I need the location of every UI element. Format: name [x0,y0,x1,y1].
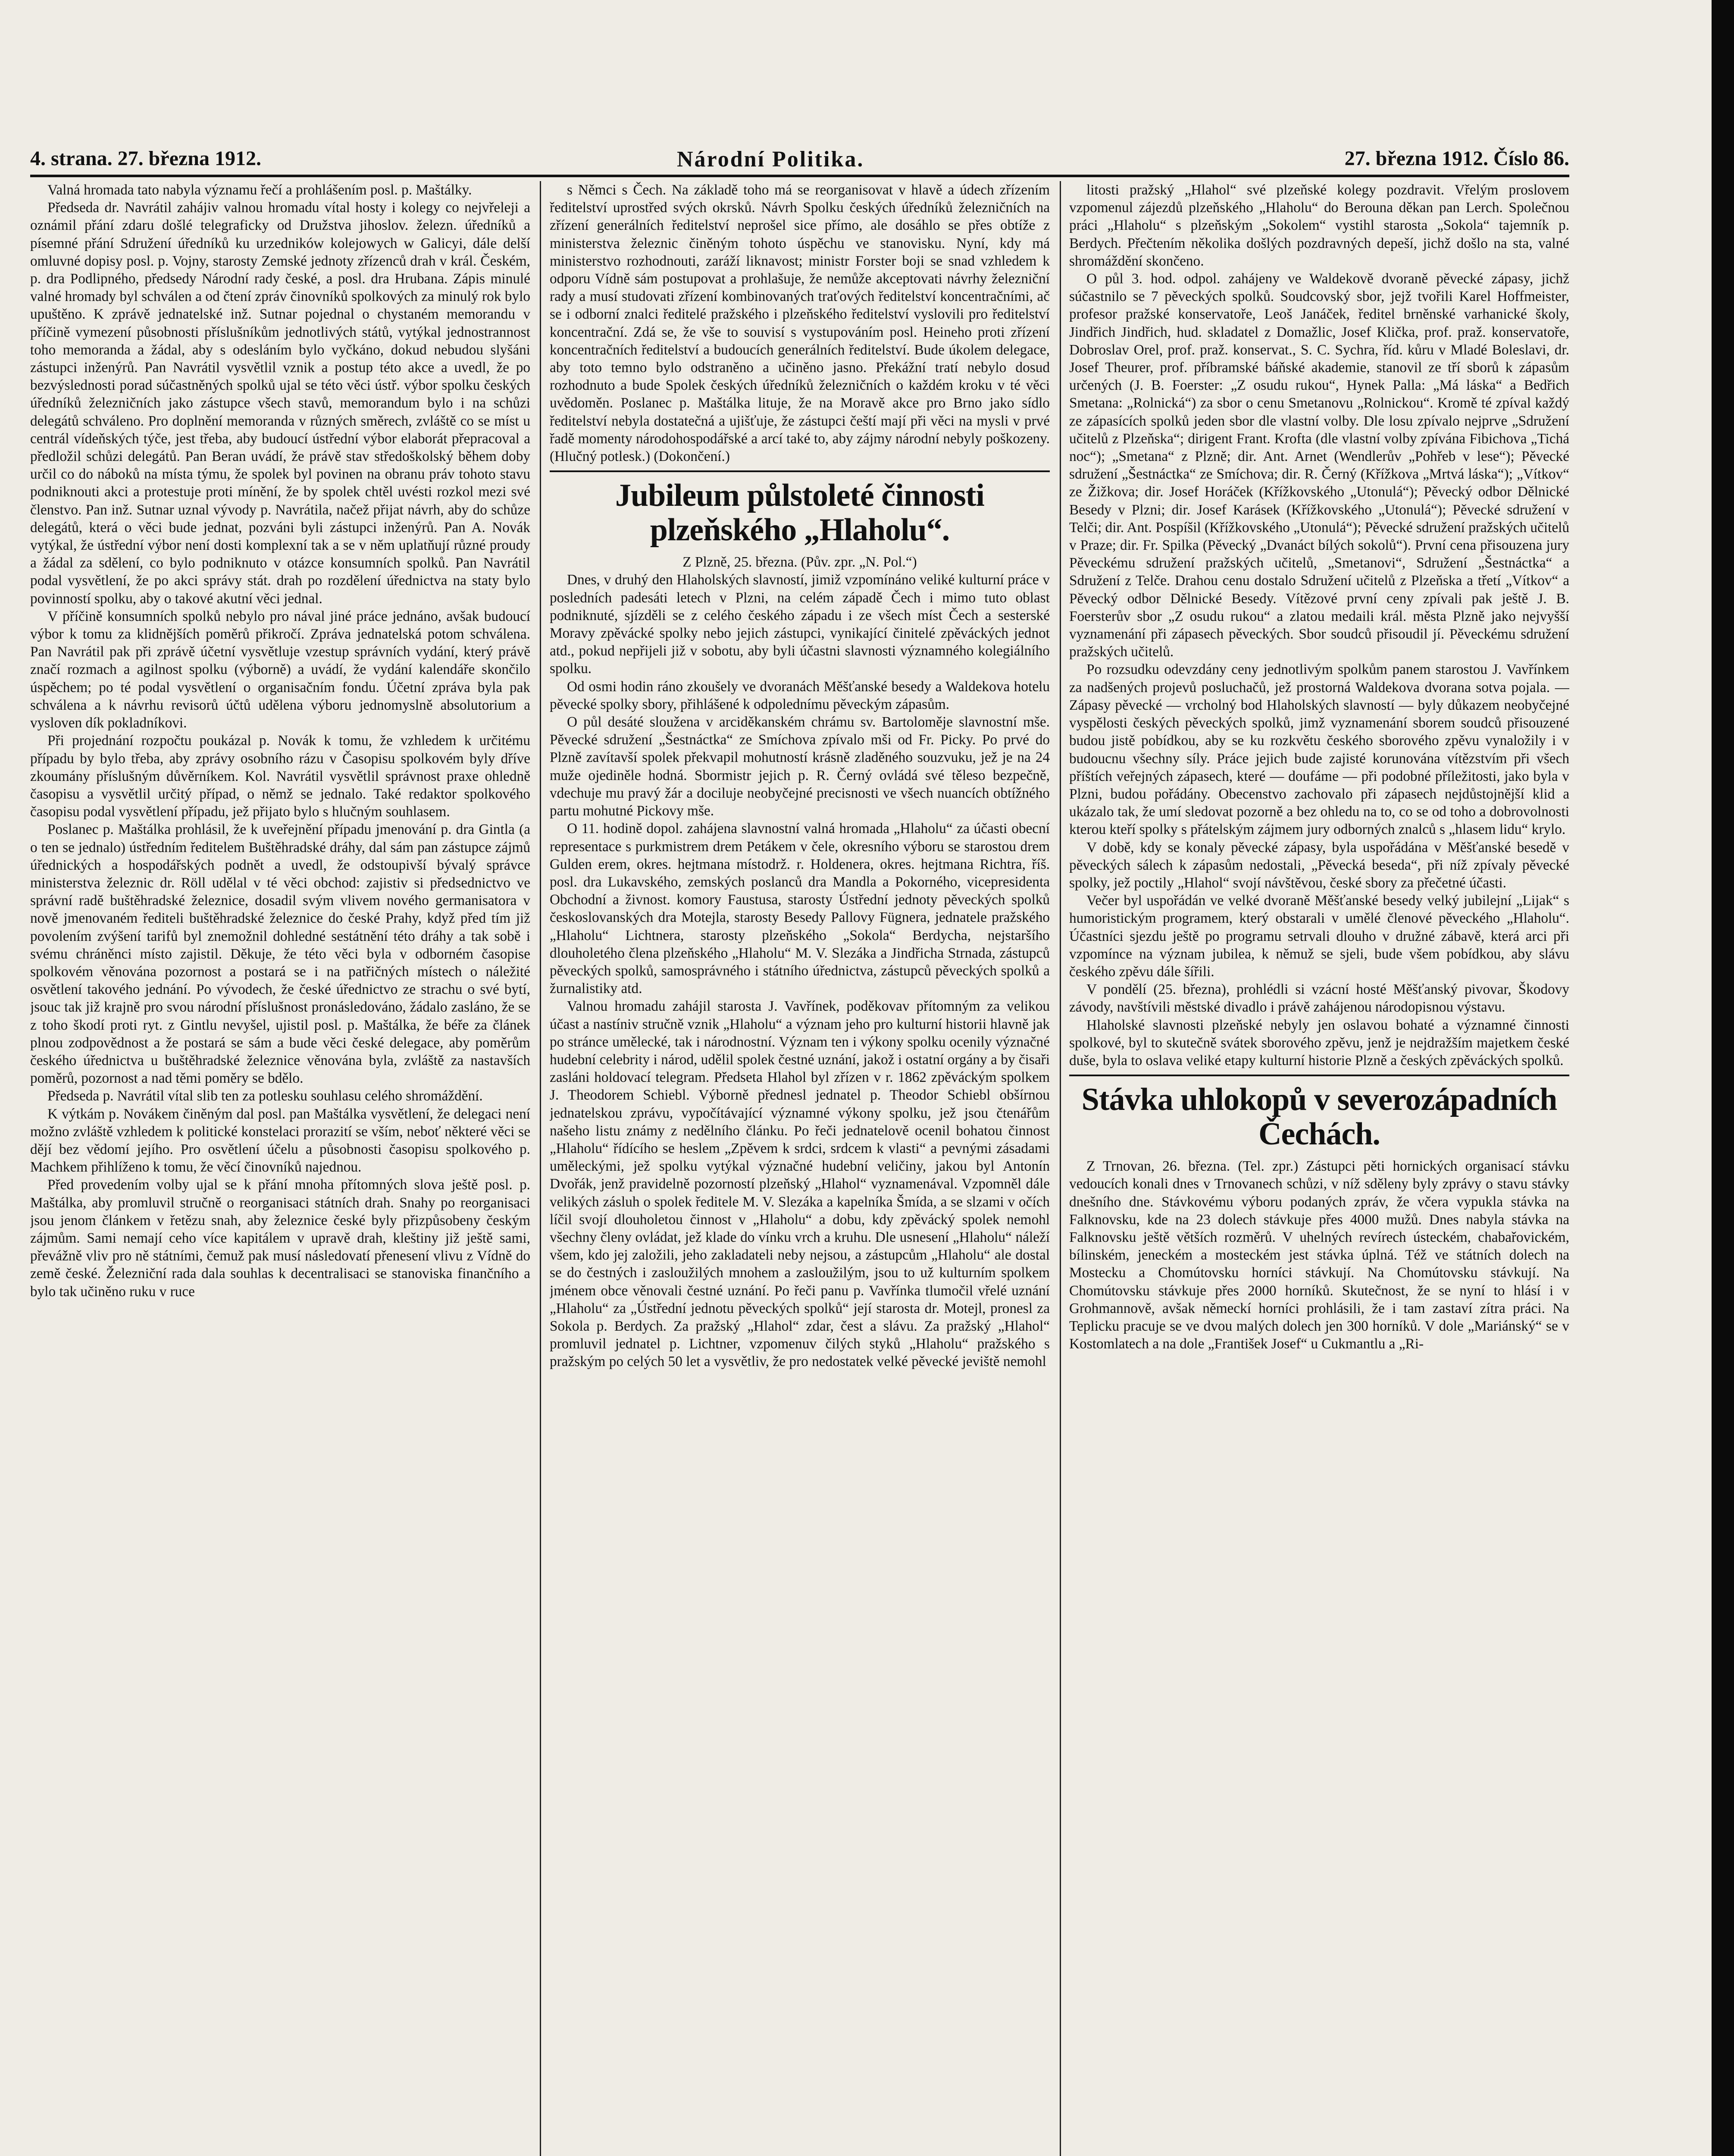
paragraph: V příčině konsumních spolků nebylo pro nával jiné práce jednáno, avšak budoucí výbor k tomu za klidnějších poměrů přikročí. Zpráva jednatelská potom schválena. Pan Navrátil pak při zprávě účetní vysvětluje vzestup správních vydání, který právě značí rozmach a agilnost spolku (výborně) a uvádí, že vydání kalendáře skončilo úspěchem; po té podal vysvětlení o organisačním fondu. Účetní zpráva byla pak schválena a k návrhu revisorů účtů udělena výboru jednomyslně absolutorium a vysloven dík pokladníkovi. [30,608,530,731]
paragraph: Při projednání rozpočtu poukázal p. Novák k tomu, že vzhledem k určitému případu by bylo třeba, aby zprávy osobního rázu v Časopisu spolkovém byly dříve zkoumány příslušným důvěrníkem. Kol. Navrátil vysvětlil správnost praxe ohledně časopisu a vysvětlil určitý případ, o němž se jednalo. Také redaktor spolkového časopisu podal vysvětlení případu, jež přijato bylo s hlučným souhlasem. [30,733,530,820]
paragraph: Předseda p. Navrátil vítal slib ten za potlesku souhlasu celého shromáždění. [47,1088,483,1104]
paragraph: s Němci s Čech. Na základě toho má se reorganisovat v hlavě a údech zřízením ředitelství uprostřed svých okrsků. Návrh Spolku českých úředníků železničních na zřízení generálních ředitelství neprošel sice přímo, ale dosáhlo se přes obtíže z ministerstva železnic činěným tohoto úspěchu ve stanovisku. Nyní, kdy má ministerstvo rozhodnouti, zaráží liknavost; ministr Forster boji se snad vzhledem k odporu Vídně sám postupovat a prohlašuje, že nemůže akceptovati návrhy železniční rady a musí studovati zřízení kombinovaných traťových ředitelství koncentračními, ač se i odborní znalci ředitelé pražského i plzeňského ředitelství vyslovili pro ředitelství koncentrační. Zdá se, že vše to souvisí s vystupováním posl. Heineho proti zřízení koncentračních ředitelství a budoucích generálních ředitelství. Bude úkolem delegace, aby toto temno bylo odstraněno a učiněno jasno. Překážní tratí nebylo dosud rozhodnuto a bude Spolek českých úředníků železničních o každém kroku v té věci uvědoměn. Poslanec p. Maštálka lituje, že na Moravě akce pro Brno jako sídlo ředitelství nebyla dostatečná a ujišťuje, že zástupci čeští mají při věci na mysli v prvé řadě momenty národohospodářské a arcí také to, aby zájmy národní nebyly poškozeny. (Hlučný potlesk.) (Dokončení.) [550,182,1050,465]
header-date-issue: 27. března 1912. Číslo 86. [1344,147,1569,170]
article-dateline: Z Plzně, 25. března. (Pův. zpr. „N. Pol.“) [682,554,917,570]
paragraph: K výtkám p. Novákem činěným dal posl. pan Maštálka vysvětlení, že delegaci není možno zvláště vzhledem k politické konstelaci prorazití se vším, neboť některé věci se dějí bez vědomí jejího. Pro osvětlení účelu a působnosti časopisu spolkového p. Machkem přihlíženo k tomu, že věcí činovníků najednou. [30,1106,530,1175]
paragraph: Po rozsudku odevzdány ceny jednotlivým spolkům panem starostou J. Vavřínkem za nadšených projevů posluchačů, jež prostorná Waldekova dvorana sotva pojala. — Zápasy pěvecké — vrcholný bod Hlaholských slavností — byly důkazem neobyčejné vyspělosti českých pěveckých spolků, jimž vyznamenání sborem soudců přisouzené budou jistě pobídkou, aby se ku rozkvětu českého sborového zpěvu vynaložily i v budoucnu všechny síly. Práce jejich bude zajisté korunována vítězstvím při všech příštích veřejných zápasech, které — doufáme — při podobné příležitosti, jako byla v Plzni, budou pořádány. Obecenstvo zachovalo při zápasech nejdůstojnější klid a ukázalo tak, že umí sledovat pozorně a bez ohledu na to, co se od toho a dobrovolnosti kterou kteří spolky s přátelským zájmem jury odborných znalců s „hlasem lidu“ krylo. [1069,661,1569,838]
article-separator [550,470,1050,472]
paragraph: O půl 3. hod. odpol. zahájeny ve Waldekově dvoraně pěvecké zápasy, jichž súčastnilo se 7 pěveckých spolků. Soudcovský sbor, jejž tvořili Karel Hoffmeister, profesor pražské konservatoře, Leoš Janáček, ředitel brněnské varhanické školy, Jindřich Jindřich, hud. skladatel z Domažlic, Josef Klička, prof. praž. konservatoře, Dobroslav Orel, prof. praž. konservat., S. C. Sychra, říd. kůru v Mladé Boleslavi, dr. Josef Theurer, prof. příbramské báňské akademie, stanovil ze tří sborů k zápasům určených (J. B. Foerster: „Z osudu rukou“, Hynek Palla: „Má láska“ a Bedřich Smetana: „Rolnická“) za sbor o cenu Smetanovu „Rolnickou“. Kromě té zpíval každý ze zápasících spolků jeden sbor dle vlastní volby. Dle losu zpívalo nejprve „Sdružení učitelů z Plzeňska“; dirigent Frant. Krofta (dle vlastní volby zpívána Fibichova „Tichá noc“); „Smetana“ z Plzně; dir. Ant. Arnet (Wendlerův „Pohřeb v lese“); Pěvecké sdružení „Šestnáctka“ ze Smíchova; dir. R. Černý (Křížkova „Mrtvá láska“); „Vítkov“ ze Žižkova; dir. Josef Horáček (Křížkovského „Utonulá“); Pěvecký odbor Dělnické Besedy v Plzni; dir. Josef Karásek (Křížkovského „Utonulá“); Pěvecké sdružení v Telči; dir. Ant. Pospíšil (Křížkovského „Utonulá“); Pěvecké sdružení pražských učitelů v Praze; dir. Fr. Spilka (Pěvecký „Dvanáct bílých sokolů“). První cena přisouzena jury Pěveckému sdružení pražských učitelů, „Smetanovi“, Sdružení „Šestnáctka“ a Sdružení z Telče. Drahou cenu dostalo Sdružení učitelů z Plzeňska a třetí „Vítkov“ a Pěvecký odbor Dělnické Besedy. Vítězové první ceny zpívali pak ještě J. B. Foersterův sbor „Z osudu rukou“ a zlatou medaili král. města Plzně jako nejvyšší vyznamenání při zápasech pěveckých. Sbor soudců přisoudil jí. Pěveckému sdružení pražských učitelů. [1069,271,1569,660]
paragraph: Hlaholské slavnosti plzeňské nebyly jen oslavou bohaté a významné činnosti spolkové, byl to skutečně svátek sborového zpěvu, jenž je nejdražším majetkem české duše, byla to oslava veliké etapy kulturní historie Plzně a českých zpěváckých spolků. [1069,1017,1569,1069]
paragraph: V době, kdy se konaly pěvecké zápasy, byla uspořádána v Měšťanské besedě v pěveckých sálech k zápasům nedostali, „Pěvecká beseda“, při níž zpívaly pěvecké spolky, jež poctily „Hlahol“ svojí návštěvou, české sbory za přečetné účasti. [1069,839,1569,891]
scan-edge-bar [1712,0,1734,2156]
column-1 [30,181,530,2156]
paragraph: O půl desáté sloužena v arciděkanském chrámu sv. Bartoloměje slavnostní mše. Pěvecké sdružení „Šestnáctka“ ze Smíchova zpívalo mši od Fr. Picky. Po prvé do Plzně zavítavší spolek překvapil mohutností krásně zladěného souzvuku, jež je na 24 muže ojediněle hodná. Sbormistr jejich p. R. Černý ovládá své těleso bezpečně, vdechuje mu pravý žár a dociluje neobyčejné precisnosti ve všech nuancích obtížného partu mohutné Pickovy mše. [550,714,1050,819]
paragraph: litosti pražský „Hlahol“ své plzeňské kolegy pozdravit. Vřelým proslovem vzpomenul zájezdů plzeňského „Hlaholu“ do Berouna děkan pan Lerch. Společnou práci „Hlaholu“ s plzeňským „Sokolem“ vystihl starosta „Sokola“ tajemník p. Berdych. Přečtením několika došlých pozdravných depeší, jichž došlo na sta, valné shromáždění skončeno. [1069,182,1569,269]
paragraph: Valnou hromadu zahájil starosta J. Vavřínek, poděkovav přítomným za velikou účast a nastíniv stručně vznik „Hlaholu“ a význam jeho pro kulturní historii hlavně jak po stránce umělecké, tak i národnostní. Význam ten i výkony spolku ocenily význačné hudební celebrity i národ, udělil spolek čestné uznání, jakož i ostatní orgány a by čisaři zasláni holdovací telegram. Předseta Hlahol byl zřízen v r. 1862 zpěváckým spolkem J. Theodorem Schiebl. Výborně přednesl jednatel p. Theodor Schiebl obšírnou jednatelskou zprávu, vypočítávající významné výkony spolku, jež jsou čtenářům našeho listu známy z nedělního článku. Po řeči jednatelově ocenil bohatou činnost „Hlaholu“ řídícího se heslem „Zpěvem k srdci, srdcem k vlasti“ a pevnými zásadami uměleckými, jež spolku vytýkal význačné hudební veličiny, jakou byl Antonín Dvořák, jenž pravidelně pozorností plzeňský „Hlahol“ vyznamenával. Vzpomněl dále velikých zásluh o spolek ředitele M. V. Slezáka a kapelníka Šmída, a se slzami v očích líčil svojí dlouholetou činnost v „Hlaholu“ a dobu, kdy zpěvácký spolek nemohl všechny členy ovládat, jež klade do vínku vrch a kruhu. Dle usnesení „Hlaholu“ náleží všem, kdo jej založili, jeho zakladateli neby nejsou, a zástupcům „Hlaholu“ ale dostal se do čestných i zasloužilých mnohem a zasloužilým, jsou to už kulturním spolkem jménem obce věnovali čestné uznání. Po řeči panu p. Vavřínka tlumočil vřelé uznání „Hlaholu“ za „Ústřední jednotu pěveckých spolků“ její starosta dr. Motejl, pronesl za Sokola p. Berdych. Za pražský „Hlahol“ zdar, čest a slávu. Za pražský „Hlahol“ promluvil jednatel p. Lichtner, vzpomenuv čilých styků „Hlaholu“ pražského s pražským po celých 50 let a vysvětliv, že pro nedostatek velké pěvecké jeviště nemohl [550,998,1050,1370]
article-separator [1069,1075,1569,1076]
column-divider [540,181,541,2156]
paragraph: Poslanec p. Maštálka prohlásil, že k uveřejnění případu jmenování p. dra Gintla (a o ten se jednalo) ústředním ředitelem Buštěhradské dráhy, dal sám pan zástupce zájmů úřednických a hospodářských podnět a uvedl, že odstoupivší bývalý správce ministerstva železnic dr. Röll udělal v té věci obchod: zajistiv si předsednictvo ve správní radě buštěhradské železnice, dosadil svým vlivem nového germanisatora v nově jmenovaném řediteli buštěhradské železnice do české Prahy, když před tím již povolením zvýšení tarifů byl znemožnil dohledné sestátnění této dráhy a tak sobě i svému chráněnci místo zajistil. Děkuje, že této věci byla v odborném časopise spolkovém věnována pozornost a postará se i na patřičných místech o náležité osvětlení takového jednání. Po vývodech, že české úřednictvo ze strachu o své bytí, jsouc tak již krajně pro svou národní příslušnost pronásledováno, žádalo zasláno, že se z toho škodí proti ryt. z Gintlu nevyšel, ujistil posl. p. Maštálka, že béře za článek plnou zodpovědnost a že postará se sám a bude věci české delegace, aby poměrům českého úřednictva u buštěhradské železnice věnována byla, zvláště za nastavších poměrů, pozornost a nad těmi poměry se bdělo. [30,821,530,1087]
column-divider [1060,181,1061,2156]
page-header [30,142,1569,172]
header-rule [30,175,1569,177]
column-3 [1069,181,1569,2156]
paragraph: V pondělí (25. března), prohlédli si vzácní hosté Měšťanský pivovar, Škodovy závody, navštívili městské divadlo i právě zahájenou národopisnou výstavu. [1069,981,1569,1015]
paragraph: Předseda dr. Navrátil zahájiv valnou hromadu vítal hosty i kolegy co nejvřeleji a oznámil přání zdaru došlé telegraficky od Družstva jihoslov. železn. úředníků a písemné přání Sdružení úředníků ku urzedników kolejowych w Galicyi, dále delší omluvné dopisy posl. p. Vojny, starosty Zemské jednoty zřízenců drah v král. Českém, p. dra Podlipného, předsedy Národní rady české, a posl. dra Hrubana. Zápis minulé valné hromady byl schválen a od čtení zpráv činovníků spolkových za minulý rok bylo upuštěno. K zprávě jednatelské inž. Sutnar pojednal o chystaném memorandu v příčině vymezení působnosti příslušníkům jednotlivých států, vytýkal jednostrannost toho memoranda a žádal, aby s odesláním bylo vyčkáno, dokud nebudou slyšáni zástupci inženýrů. Pan Navrátil vysvětlil vznik a postup této akce a uvedl, že po bezvýslednosti porad súčastněných spolků ujal se této věci ústř. výbor spolku českých úředníků železničních jako zástupce všech stavů, memorandum bylo i na schůzi delegátů schváleno. Pro doplnění memoranda v různých směrech, zvláště co se míst u centrál vídeňských týče, jest třeba, aby budoucí ústřední výbor elaborát přepracoval a předložil schůzi delegátů. Pan Beran uvádí, že právě stav středoškolský během doby určil co do náboků na místa týmu, že spolek byl povinen na obranu práv tohoto stavu podniknouti akci a protestuje proti mínění, že by spolek chtěl uvésti rozkol mezi své členstvo. Pan inž. Sutnar uznal vývody p. Navrátila, načež přijat návrh, aby do schůze delegátů, která o věci bude jednat, pozváni byli zástupci inženýrů. Pan A. Novák vytýkal, že ústřední výbor není dosti komplexní tak a se v něm uplatňují různé proudy a žádal za sdělení, co bylo podniknuto v otázce konsumních spolků. Pan Navrátil podal vysvětlení, že po akci správy stát. drah po rozdělení úřednictva na staty bylo povinností spolku, aby o takové akutní věci jednal. [30,200,530,607]
paragraph: Dnes, v druhý den Hlaholských slavností, jimiž vzpomínáno veliké kulturní práce v posledních padesáti letech v Plzni, na celém západě Čech i mimo tuto oblast podniknuté, sjízděli se z celého českého západu i ze všech míst Čech a sesterské Moravy zpěvácké spolky nebo jejich zástupci, vynikající činitelé zpěváckých jednot atd., pokud nepřijeli již v sobotu, aby byli účastni slavnosti významného kolegiálního spolku. [550,572,1050,677]
paragraph: Valná hromada tato nabyla významu řečí a prohlášením posl. p. Maštálky. [47,182,472,198]
paragraph: Z Trnovan, 26. března. (Tel. zpr.) Zástupci pěti hornických organisací stávku vedoucích konali dnes v Trnovanech schůzi, v níž sděleny byly zprávy o stavu stávky dnešního dne. Stávkovému výboru podaných zpráv, že včera vypukla stávka na Falknovsku, kde na 23 dolech stávkuje přes 4000 mužů. Dnes nabyla stávka na Falknovsku ještě větších rozměrů. V uhelných revírech ústeckém, chabařovickém, bílinském, jeneckém a mosteckém jest stávka úplná. Též ve státních dolech na Mostecku a Chomútovsku horníci stávkují. Na Chomútovsku stávkují. Na Chomútovsku stávkuje přes 2000 horníků. Skutečnost, že se nyní to hlásí i v Grohmannově, avšak německí horníci prohlásili, že i tam zastaví zítra práci. Na Teplicku pracuje se ve dvou malých dolech jen 300 horníků. V dole „Mariánský“ se v Kostomlatech a na dole „František Josef“ u Cukmantlu a „Ri- [1069,1158,1569,1352]
article-headline: Jubileum půlstoleté činnosti plzeňského „Hlaholu“. [615,478,984,548]
paragraph: O 11. hodině dopol. zahájena slavnostní valná hromada „Hlaholu“ za účasti obecní representace s purkmistrem drem Petákem v čele, okresního výboru se starostou drem Gulden erem, okres. hejtmana místodrž. r. Holdenera, okres. hejtmana Richtra, říš. posl. dra Lukavského, zemských poslanců dra Mandla a Pokorného, vicepresidenta Obchodní a živnost. komory Faustusa, starosty Ústřední jednoty pěveckých spolků českoslovanských dra Motejla, starosty Besedy Pallovy Fügnera, jednatele pražského „Hlaholu“ Lichtnera, starosty plzeňského „Sokola“ Berdycha, nejstaršího dlouholetého člena plzeňského „Hlaholu“ M. V. Slezáka a Jindřicha Strnada, zástupců pěveckých spolků, samosprávného i státního úřednictva, zástupců pěveckých spolků a žurnalistiky atd. [550,821,1050,997]
paragraph: Před provedením volby ujal se k přání mnoha přítomných slova ještě posl. p. Maštálka, aby promluvil stručně o reorganisaci státních drah. Snahy po reorganisaci jsou jenom článkem v řetězu snah, aby železnice české byly přizpůsobeny českým zájmům. Sami nemají ceho více kapitálem v upravě drah, kleštiny již ještě sami, převážně vliv pro ně státními, čemuž pak musí následovatí přenesení vlivu z Vídně do země české. Železniční rada dala souhlas k decentralisaci se stanoviska finančního a bylo tak učiněno ruku v ruce [30,1177,530,1300]
paragraph: Večer byl uspořádán ve velké dvoraně Měšťanské besedy velký jubilejní „Lijak“ s humoristickým programem, který obstarali v umělé členové pěveckého „Hlaholu“. Účastníci sjezdu ještě po programu setrvali dlouho v družné zábavě, která arci při vzpomínce na význam jubilea, k němuž se sjeli, bude všem pobídkou, aby slávu českého zpěvu dále šířili. [1069,893,1569,980]
article-headline: Stávka uhlokopů v severozápadních Čechách. [1081,1082,1557,1152]
column-2 [550,181,1050,2156]
paragraph: Od osmi hodin ráno zkoušely ve dvoranách Měšťanské besedy a Waldekova hotelu pěvecké spolky sbory, přihlášené k odpolednímu pěveckým zápasům. [550,678,1050,712]
masthead-title: Národní Politika. [677,147,864,172]
header-page-date: 4. strana. 27. března 1912. [30,147,261,170]
